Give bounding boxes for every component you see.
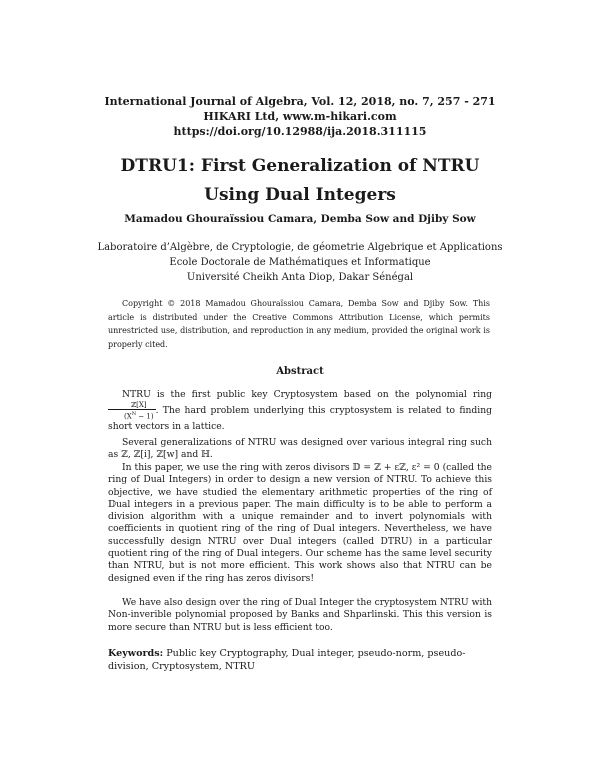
fraction-denominator: [108, 410, 156, 420]
affiliation-line-3: Université Cheikh Anta Diop, Dakar Sénégal: [186, 272, 414, 283]
authors: Mamadou Ghouraïssiou Camara, Demba Sow and Djiby Sow: [124, 213, 476, 225]
abstract-paragraph-1: [108, 389, 492, 433]
abstract-p1-pre: NTRU is the first public key Cryptosystem based on the polynomial ring: [122, 389, 492, 400]
denominator-exponent: N: [131, 411, 137, 418]
copyright-notice: Copyright © 2018 Mamadou Ghouraïssiou Camara, Demba Sow and Djiby Sow. This article is distributed under the Creative Commons Attribution License, which permits unrestricted use, distribution, and reproduction in any medium, provided the original work is properly cited.: [108, 299, 490, 349]
abstract-p1-post: . The hard problem underlying this cryptosystem is related to finding short vectors in a lattice.: [108, 405, 492, 432]
denominator-tail: − 1): [136, 412, 154, 421]
affiliation-line-2: Ecole Doctorale de Mathématiques et Informatique: [169, 257, 431, 268]
abstract-paragraph-3: In this paper, we use the ring with zeros divisors 𝔻 = ℤ + εℤ, ε² = 0 (called the ring of Dual Integers) in order to design a new version of NTRU. To achieve this objective, we have studied the elementary arithmetic properties of the ring of 𝔻ual integers in a previous paper. The main difficulty is to be able to perform a division algorithm with a unique remainder and to invert polynomials with coefficients in quotient ring of the ring of Dual integers. Nevertheless, we have successfully design NTRU over Dual integers (called DTRU) in a particular quotient ring of the ring of Dual integers. Our scheme has the same level security than NTRU, but is not more efficient. This work shows also that NTRU can be designed even if the ring has zeros divisors!: [108, 462, 492, 584]
journal-citation: International Journal of Algebra, Vol. 12, 2018, no. 7, 257 - 271: [104, 95, 496, 108]
keywords-text: Public key Cryptography, Dual integer, pseudo-norm, pseudo-division, Cryptosystem, NTRU: [108, 648, 466, 672]
doi-link[interactable]: https://doi.org/10.12988/ija.2018.311115: [173, 125, 427, 138]
publisher-line: HIKARI Ltd, www.m-hikari.com: [203, 110, 397, 123]
journal-header: [60, 94, 540, 139]
denominator-base: (X: [124, 412, 132, 421]
title-line-1: DTRU1: First Generalization of NTRU: [120, 156, 480, 176]
abstract-paragraph-2: Several generalizations of NTRU was designed over various integral ring such as ℤ, ℤ[i], ℤ[w] and ℍ.: [108, 437, 492, 461]
keywords: [108, 647, 492, 673]
polynomial-ring-fraction: [108, 401, 156, 420]
title-line-2: Using Dual Integers: [204, 185, 396, 205]
keywords-label: Keywords:: [108, 648, 164, 659]
affiliation-line-1: Laboratoire d’Algèbre, de Cryptologie, de géometrie Algebrique et Applications: [97, 242, 503, 253]
abstract-paragraph-4: We have also design over the ring of Dual Integer the cryptosystem NTRU with Non-inverible polynomial proposed by Banks and Shparlinski. This this version is more secure than NTRU but is less efficient too.: [108, 597, 492, 633]
affiliation: [70, 240, 530, 285]
paper-title: [60, 152, 540, 210]
fraction-numerator: ℤ[X]: [108, 401, 156, 410]
abstract-heading: Abstract: [276, 366, 324, 377]
